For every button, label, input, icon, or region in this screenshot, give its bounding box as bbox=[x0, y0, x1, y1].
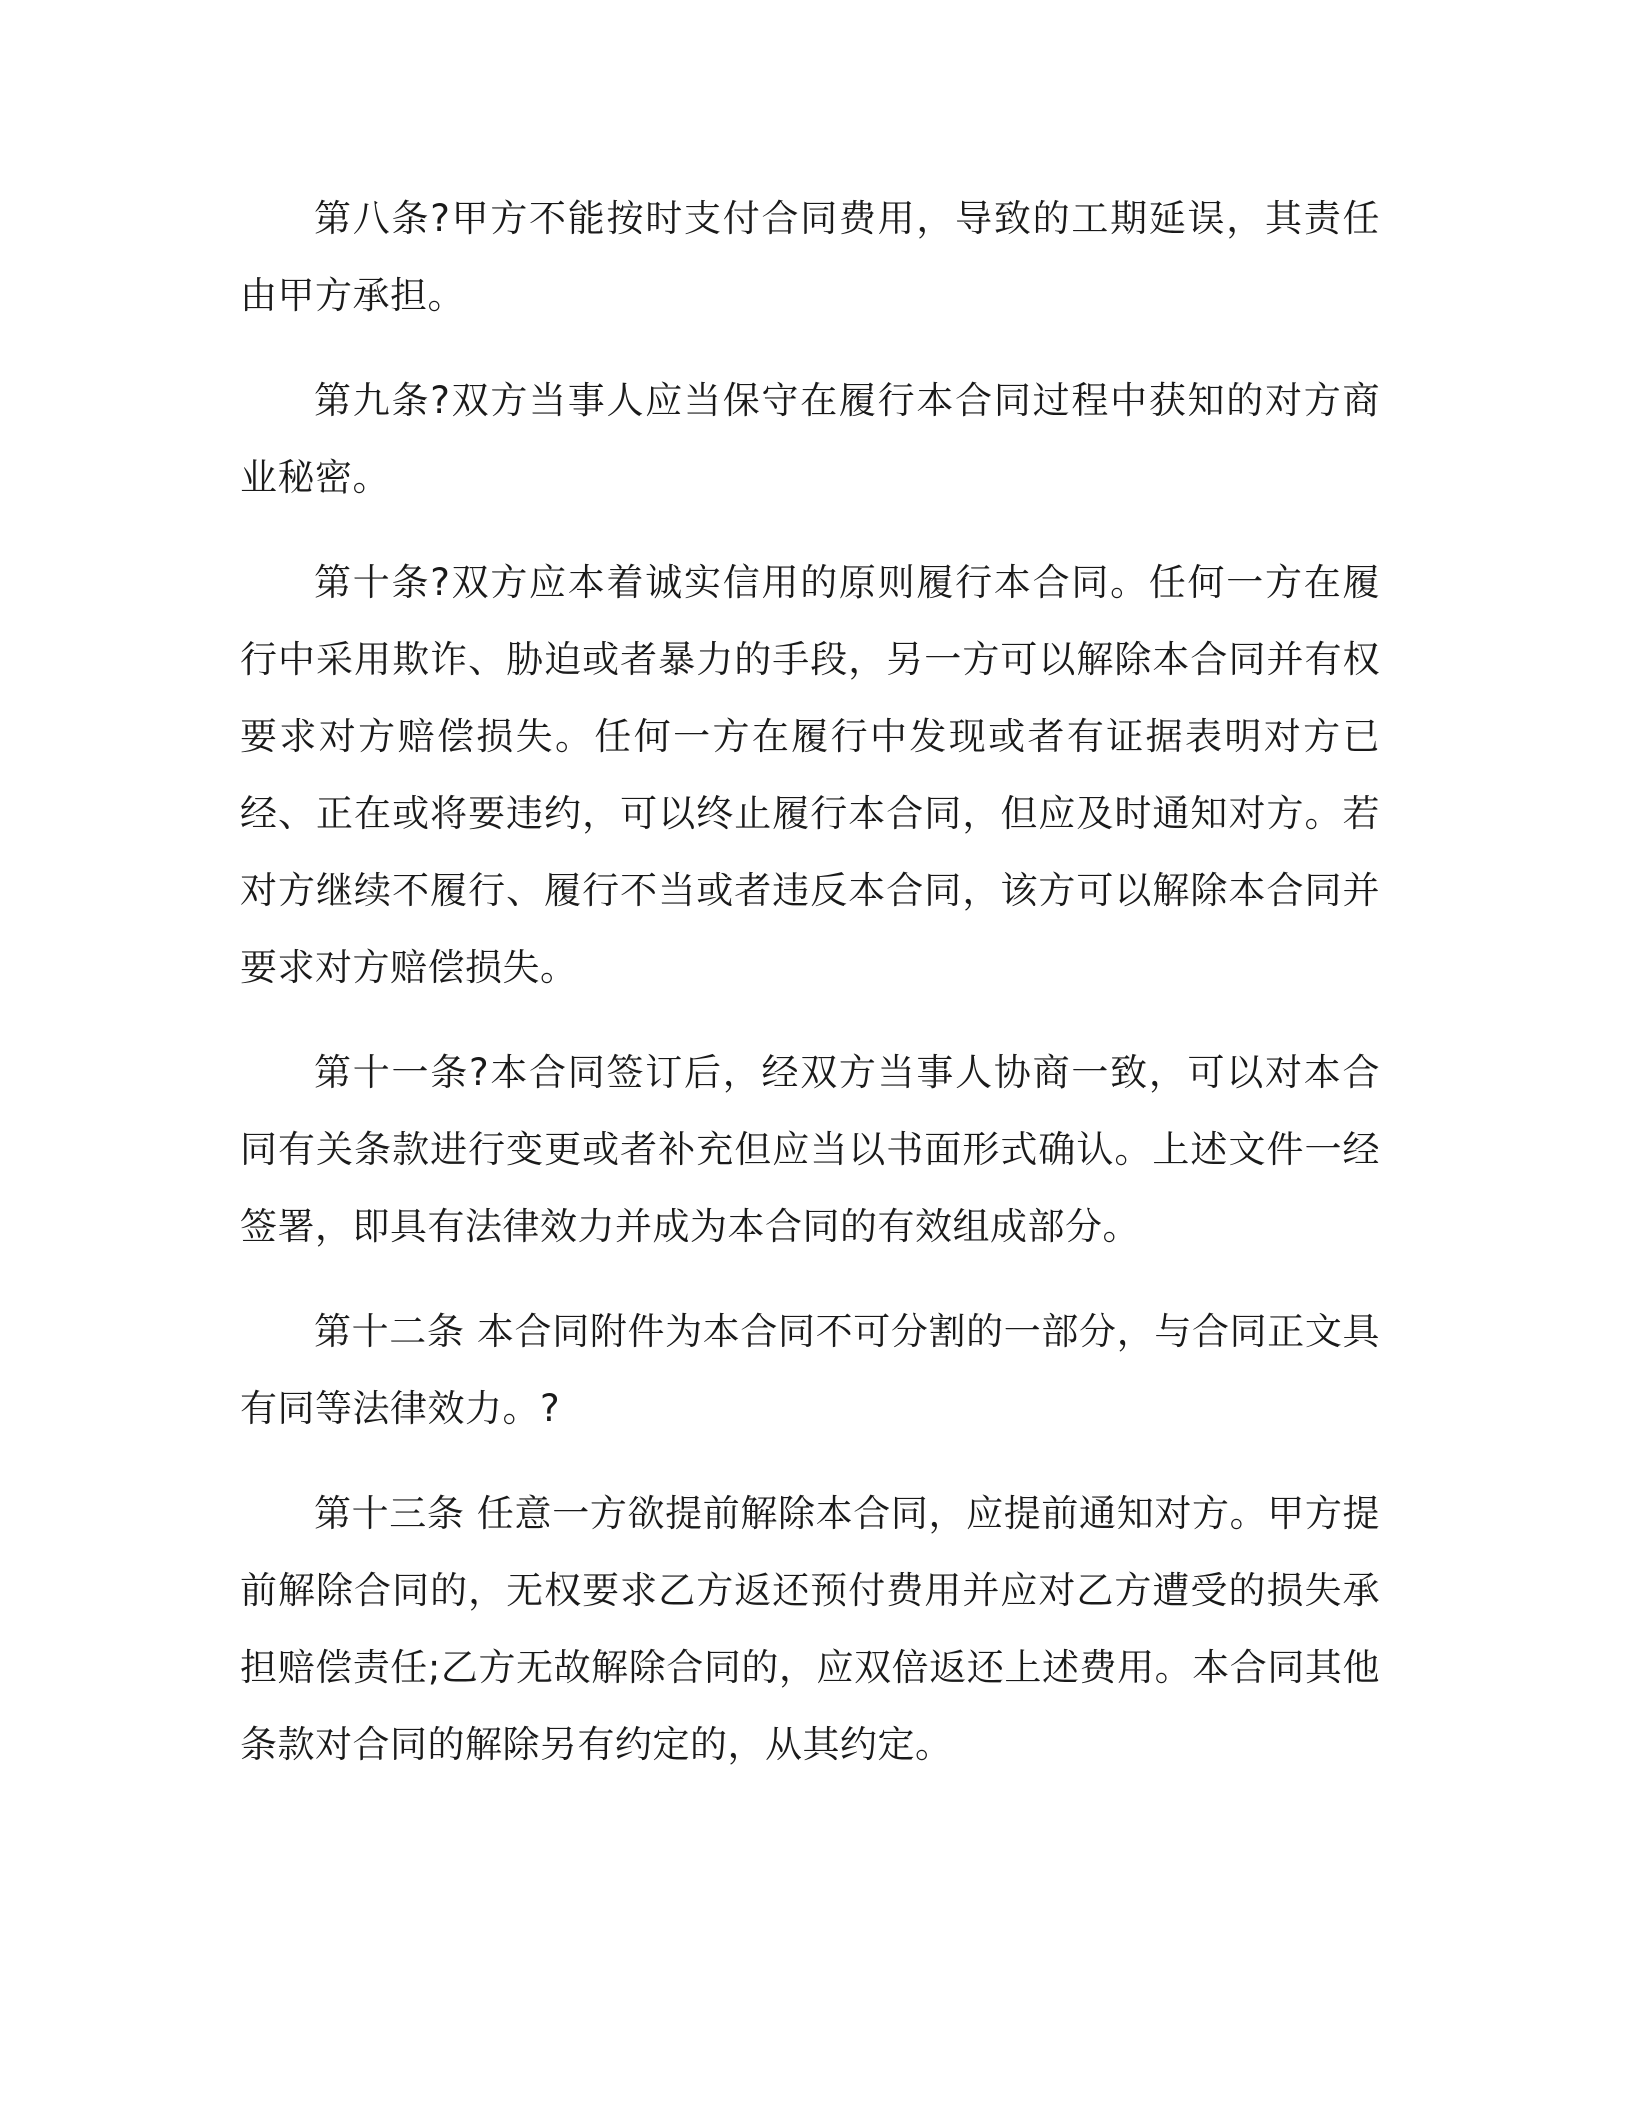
document-body bbox=[240, 180, 1380, 1811]
clause-13: 第十三条 任意一方欲提前解除本合同，应提前通知对方。甲方提前解除合同的，无权要求乙方返还预付费用并应对乙方遭受的损失承担赔偿责任;乙方无故解除合同的，应双倍返还上述费用。本合同其他条款对合同的解除另有约定的，从其约定。 bbox=[240, 1492, 1380, 1766]
clause-11: 第十一条?本合同签订后，经双方当事人协商一致，可以对本合同有关条款进行变更或者补充但应当以书面形式确认。上述文件一经签署，即具有法律效力并成为本合同的有效组成部分。 bbox=[240, 1051, 1380, 1248]
clause-12: 第十二条 本合同附件为本合同不可分割的一部分，与合同正文具有同等法律效力。? bbox=[240, 1310, 1380, 1430]
clause-9: 第九条?双方当事人应当保守在履行本合同过程中获知的对方商业秘密。 bbox=[240, 379, 1380, 499]
clause-8: 第八条?甲方不能按时支付合同费用，导致的工期延误，其责任由甲方承担。 bbox=[240, 197, 1380, 317]
clause-10: 第十条?双方应本着诚实信用的原则履行本合同。任何一方在履行中采用欺诈、胁迫或者暴力的手段，另一方可以解除本合同并有权要求对方赔偿损失。任何一方在履行中发现或者有证据表明对方已经、正在或将要违约，可以终止履行本合同，但应及时通知对方。若对方继续不履行、履行不当或者违反本合同，该方可以解除本合同并要求对方赔偿损失。 bbox=[240, 561, 1380, 989]
